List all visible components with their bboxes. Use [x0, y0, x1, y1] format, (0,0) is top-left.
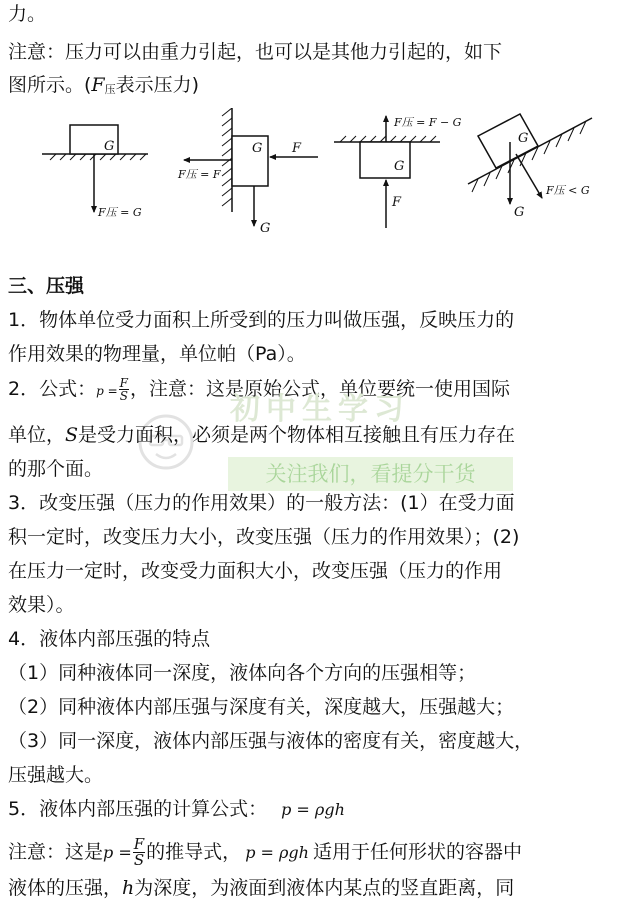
gravity-label: G	[104, 139, 115, 154]
section-heading: 三、压强	[8, 275, 85, 297]
text-line: 图所示。(F压表示压力)	[8, 74, 200, 96]
text-line: 力。	[8, 3, 47, 25]
force-label: F	[292, 141, 302, 156]
list-item: （2）同种液体内部压强与深度有关，深度越大，压强越大；	[8, 696, 515, 718]
text-line: 压强越大。	[8, 764, 104, 786]
text-line: 的那个面。	[8, 458, 104, 480]
diagram-incline-block	[468, 114, 592, 220]
diagram3-label: F压 = F − G	[394, 116, 462, 129]
watermark-title: 初中生学习	[230, 392, 410, 427]
diagram2-label: F压 = F	[178, 168, 221, 181]
diagram4-label: F压 < G	[546, 184, 590, 197]
formula-liquid-pressure: p = ρgh	[281, 800, 345, 819]
text-line: 5．液体内部压强的计算公式： p = ρgh	[8, 798, 345, 820]
text-line: 2．公式：p = $\frac{F}{S}$ ，注意：这是原始公式，单位要统一使用国际	[8, 376, 510, 403]
list-item: （3）同一深度，液体内部压强与液体的密度有关，密度越大，	[8, 730, 534, 752]
fraction-F-over-S: $\frac{F}{S}$	[133, 835, 145, 869]
force-label: F	[392, 195, 402, 210]
text-line: 单位，S是受力面积，必须是两个物体相互接触且有压力存在	[8, 424, 516, 446]
text-line: 注意：这是p = $\frac{F}{S}$ 的推导式， p = ρgh 适用于任何形状的容器中	[8, 835, 522, 869]
pressure-force-diagrams	[0, 108, 640, 248]
text-line: 积一定时，改变压力大小，改变压强（压力的作用效果）；(2)	[8, 526, 520, 548]
gravity-label: G	[394, 159, 405, 174]
gravity-label: G	[252, 141, 263, 156]
text-line: 作用效果的物理量，单位帕（Pa）。	[8, 343, 306, 365]
diagram-ground-block	[42, 125, 148, 219]
text-line: 在压力一定时，改变受力面积大小，改变压强（压力的作用	[8, 560, 503, 582]
gravity-label: G	[514, 205, 525, 220]
diagram1-label: F压 = G	[98, 206, 142, 219]
list-item: （1）同种液体同一深度，液体向各个方向的压强相等；	[8, 662, 477, 684]
gravity-label: G	[518, 131, 529, 146]
text-line: 3．改变压强（压力的作用效果）的一般方法：(1）在受力面	[8, 492, 515, 514]
text-line: 效果）。	[8, 594, 75, 616]
gravity-label: G	[260, 221, 271, 236]
watermark-banner: 关注我们，看提分干货	[228, 457, 513, 491]
text-line: 液体的压强，h为深度，为液面到液体内某点的竖直距离，同	[8, 877, 515, 899]
formula-p: p =	[96, 384, 118, 398]
diagram-ceiling-block	[334, 116, 462, 228]
text-line: 注意：压力可以由重力引起，也可以是其他力引起的，如下	[8, 41, 503, 63]
diagram-wall-block	[177, 108, 318, 236]
fraction-F-over-S: $\frac{F}{S}$	[119, 376, 128, 403]
text-line: 1．物体单位受力面积上所受到的压力叫做压强，反映压力的	[8, 309, 515, 331]
text-line: 4．液体内部压强的特点	[8, 628, 211, 650]
